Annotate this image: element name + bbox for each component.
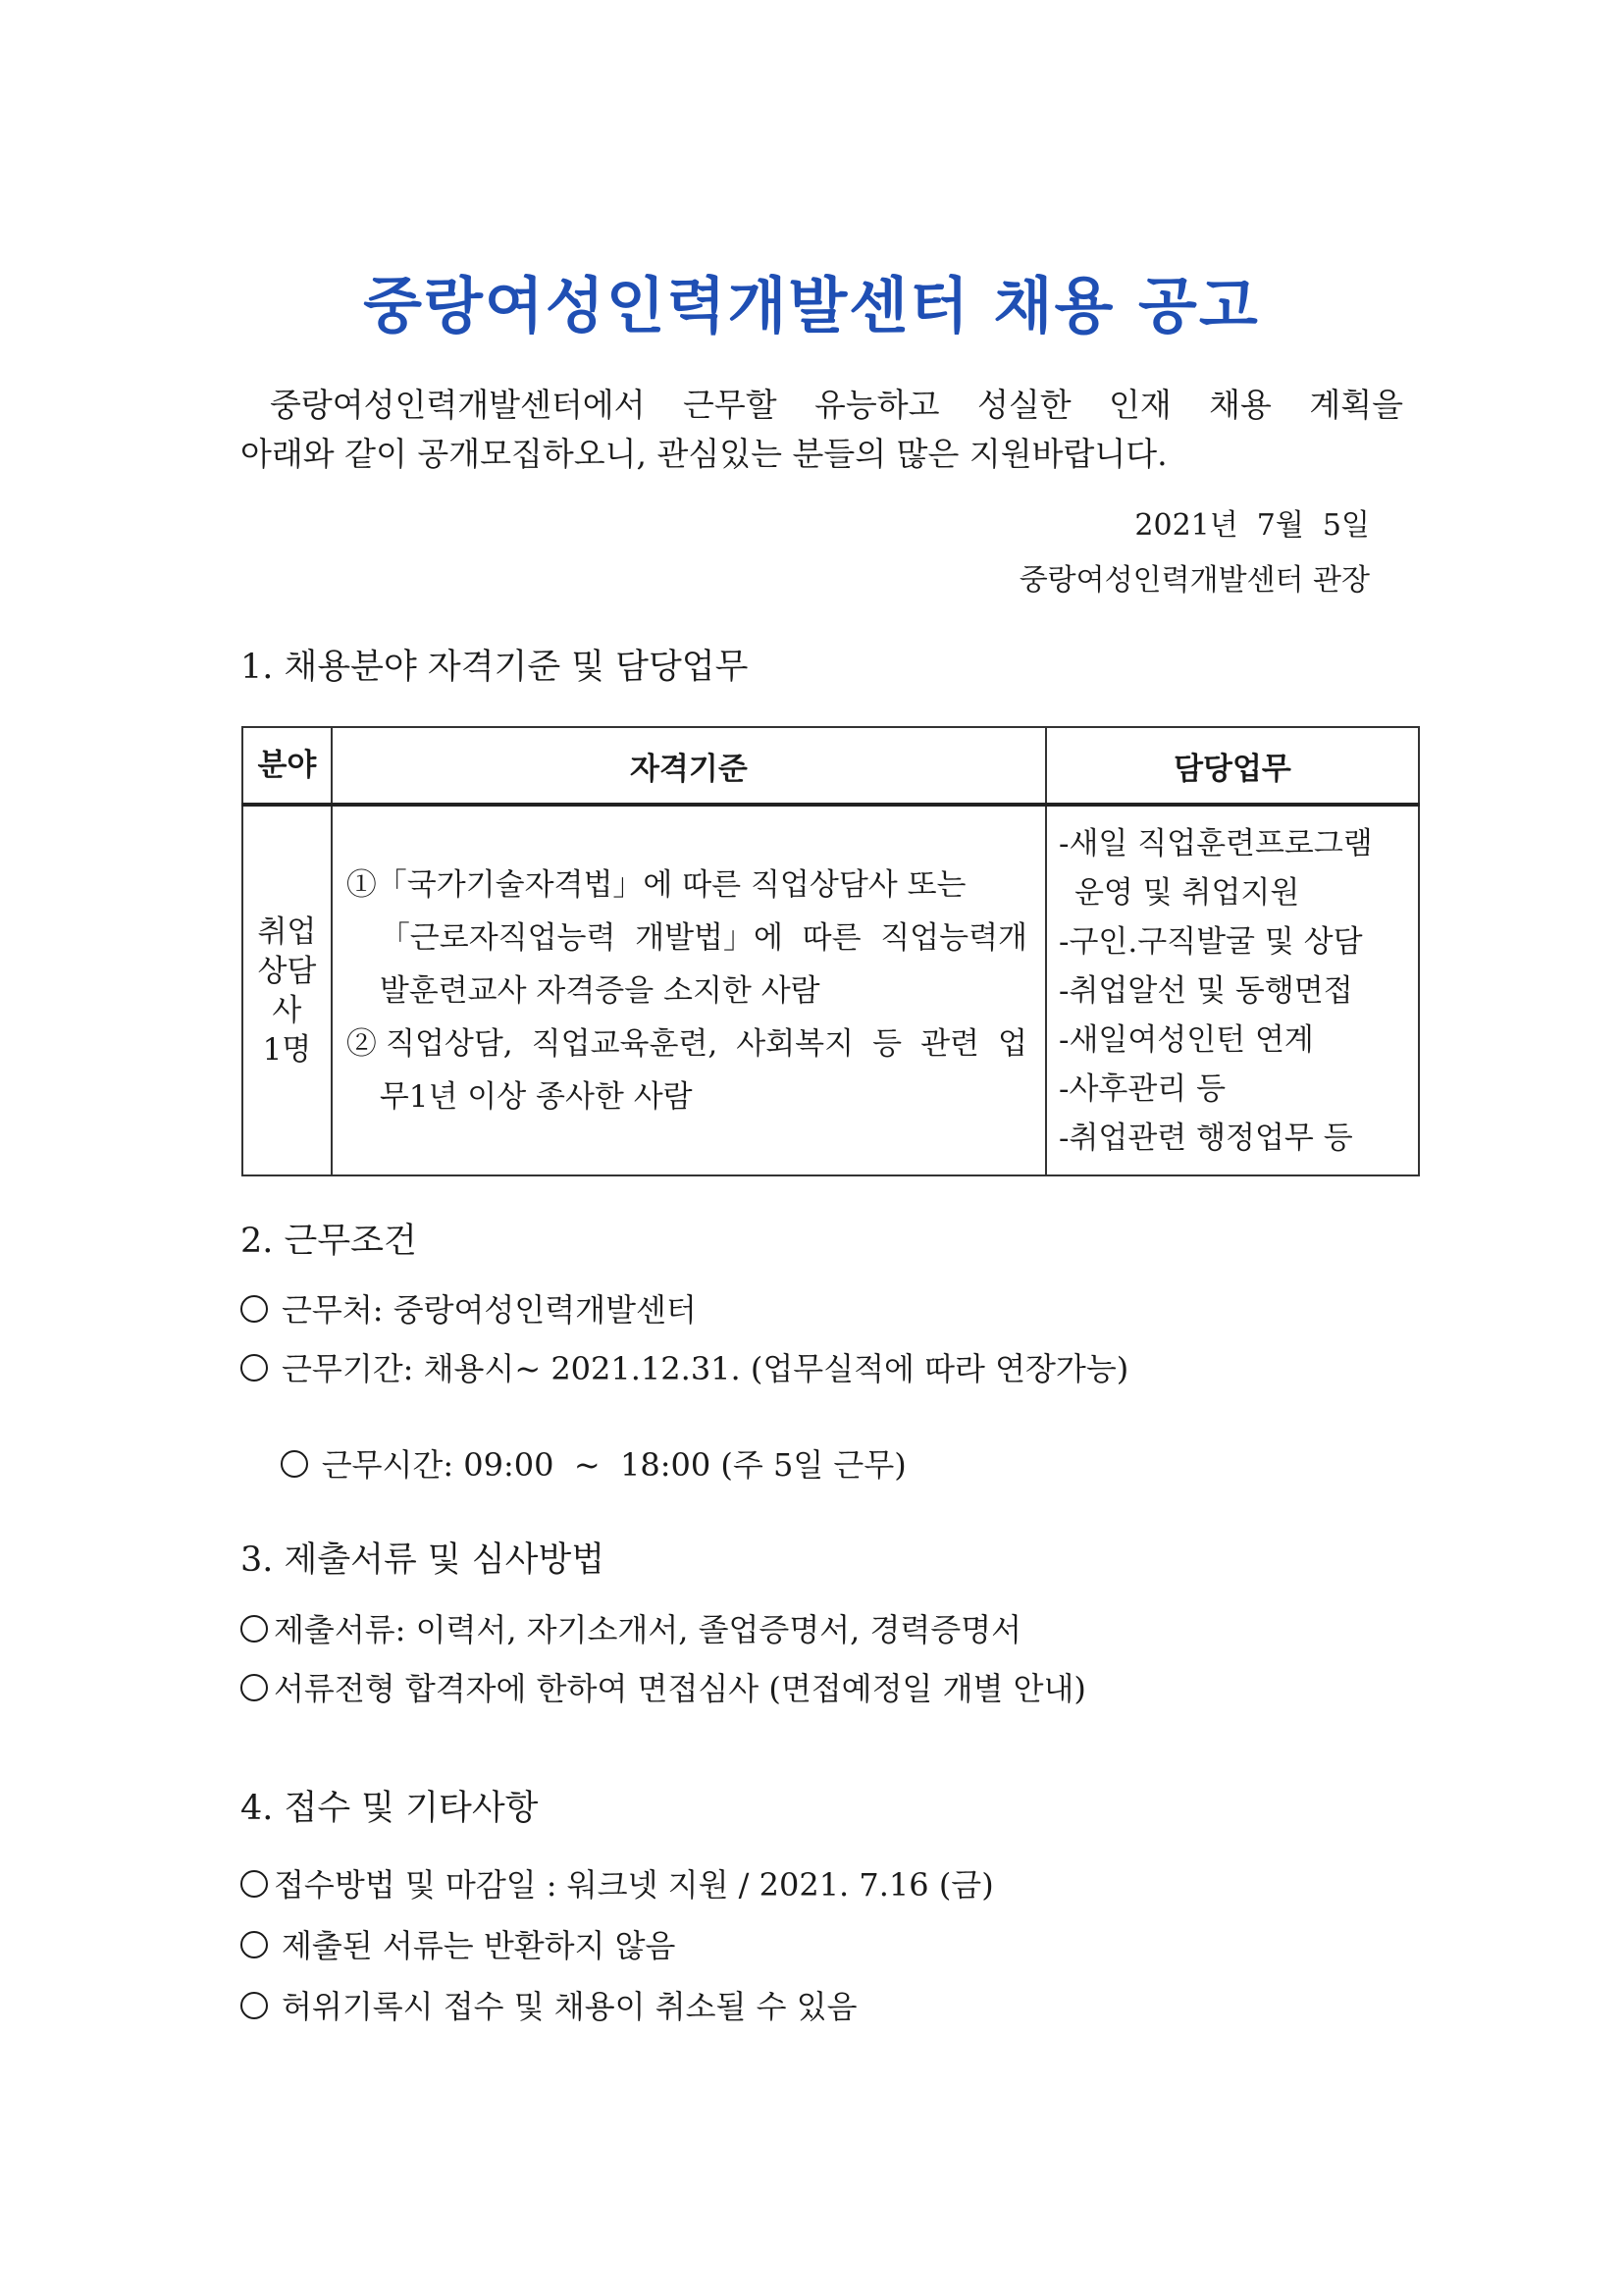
circle-bullet-icon bbox=[240, 1354, 268, 1382]
field-line: 1명 bbox=[262, 1031, 312, 1068]
item-text: 근무기간: 채용시~ 2021.12.31. (업무실적에 따라 연장가능) bbox=[282, 1350, 1129, 1387]
circle-bullet-icon bbox=[240, 1615, 268, 1643]
criteria-line: 「근로자직업능력 개발법」에 따른 직업능력개 bbox=[379, 919, 1027, 956]
circle-bullet-icon bbox=[281, 1450, 308, 1478]
list-item bbox=[240, 1664, 1086, 1709]
item-text: 근무시간: 09:00 ~ 18:00 (주 5일 근무) bbox=[321, 1446, 907, 1484]
header-duties: 담당업무 bbox=[1046, 727, 1419, 805]
criteria-line: ②직업상담, 직업교육훈련, 사회복지 등 관련 업 bbox=[345, 1025, 1027, 1062]
list-item bbox=[240, 1605, 1021, 1650]
intro-line-1: 중랑여성인력개발센터에서 근무할 유능하고 성실한 인재 채용 계획을 bbox=[270, 386, 1403, 424]
list-item bbox=[240, 1860, 994, 1905]
section3-heading: 3. 제출서류 및 심사방법 bbox=[240, 1540, 605, 1580]
duties-cell bbox=[1046, 805, 1419, 1175]
criteria-line: 무1년 이상 종사한 사람 bbox=[379, 1078, 693, 1115]
notice-title: 중랑여성인력개발센터 채용 공고 bbox=[363, 270, 1260, 341]
signature: 중랑여성인력개발센터 관장 bbox=[1019, 563, 1370, 598]
circle-bullet-icon bbox=[240, 1674, 268, 1701]
header-field: 분야 bbox=[242, 727, 332, 805]
duty-line: -취업알선 및 동행면접 bbox=[1058, 972, 1353, 1009]
duty-line: 운영 및 취업지원 bbox=[1073, 874, 1300, 911]
item-text: 제출된 서류는 반환하지 않음 bbox=[282, 1927, 676, 1964]
circle-bullet-icon bbox=[240, 1870, 268, 1898]
intro-line-2: 아래와 같이 공개모집하오니, 관심있는 분들의 많은 지원바랍니다. bbox=[240, 435, 1168, 473]
duty-line: -취업관련 행정업무 등 bbox=[1058, 1120, 1353, 1156]
section1-heading: 1. 채용분야 자격기준 및 담당업무 bbox=[240, 648, 749, 687]
criteria-line: 발훈련교사 자격증을 소지한 사람 bbox=[379, 972, 820, 1009]
list-item bbox=[240, 1921, 675, 1966]
duty-line: -새일여성인턴 연계 bbox=[1058, 1021, 1314, 1058]
list-item bbox=[240, 1403, 907, 1523]
section4-heading: 4. 접수 및 기타사항 bbox=[240, 1789, 539, 1828]
item-text: 접수방법 및 마감일 : 워크넷 지원 / 2021. 7.16 (금) bbox=[274, 1866, 994, 1904]
circle-bullet-icon bbox=[240, 1295, 268, 1323]
field-cell bbox=[242, 805, 332, 1175]
table-header-row bbox=[242, 727, 1419, 805]
circle-bullet-icon bbox=[240, 1992, 268, 2019]
circle-bullet-icon bbox=[240, 1931, 268, 1958]
item-text: 허위기록시 접수 및 채용이 취소될 수 있음 bbox=[282, 1988, 858, 2025]
field-line: 취업 bbox=[257, 913, 317, 950]
list-item bbox=[240, 1344, 1128, 1389]
table-row bbox=[242, 805, 1419, 1175]
list-item bbox=[240, 1285, 697, 1331]
intro-paragraph bbox=[240, 381, 1403, 479]
item-text: 근무처: 중랑여성인력개발센터 bbox=[282, 1291, 697, 1329]
criteria-line: ①「국가기술자격법」에 따른 직업상담사 또는 bbox=[345, 866, 967, 903]
item-text: 제출서류: 이력서, 자기소개서, 졸업증명서, 경력증명서 bbox=[274, 1611, 1022, 1648]
header-criteria: 자격기준 bbox=[332, 727, 1046, 805]
field-line: 상담사 bbox=[257, 953, 317, 1028]
criteria-cell bbox=[332, 805, 1046, 1175]
duty-line: -사후관리 등 bbox=[1058, 1070, 1227, 1107]
duty-line: -새일 직업훈련프로그램 bbox=[1058, 825, 1373, 861]
section2-heading: 2. 근무조건 bbox=[240, 1222, 417, 1261]
list-item bbox=[240, 1982, 858, 2027]
qualification-table bbox=[241, 726, 1420, 1176]
duty-line: -구인.구직발굴 및 상담 bbox=[1058, 923, 1363, 960]
notice-date: 2021년 7월 5일 bbox=[1134, 508, 1370, 543]
item-text: 서류전형 합격자에 한하여 면접심사 (면접예정일 개별 안내) bbox=[274, 1670, 1086, 1707]
